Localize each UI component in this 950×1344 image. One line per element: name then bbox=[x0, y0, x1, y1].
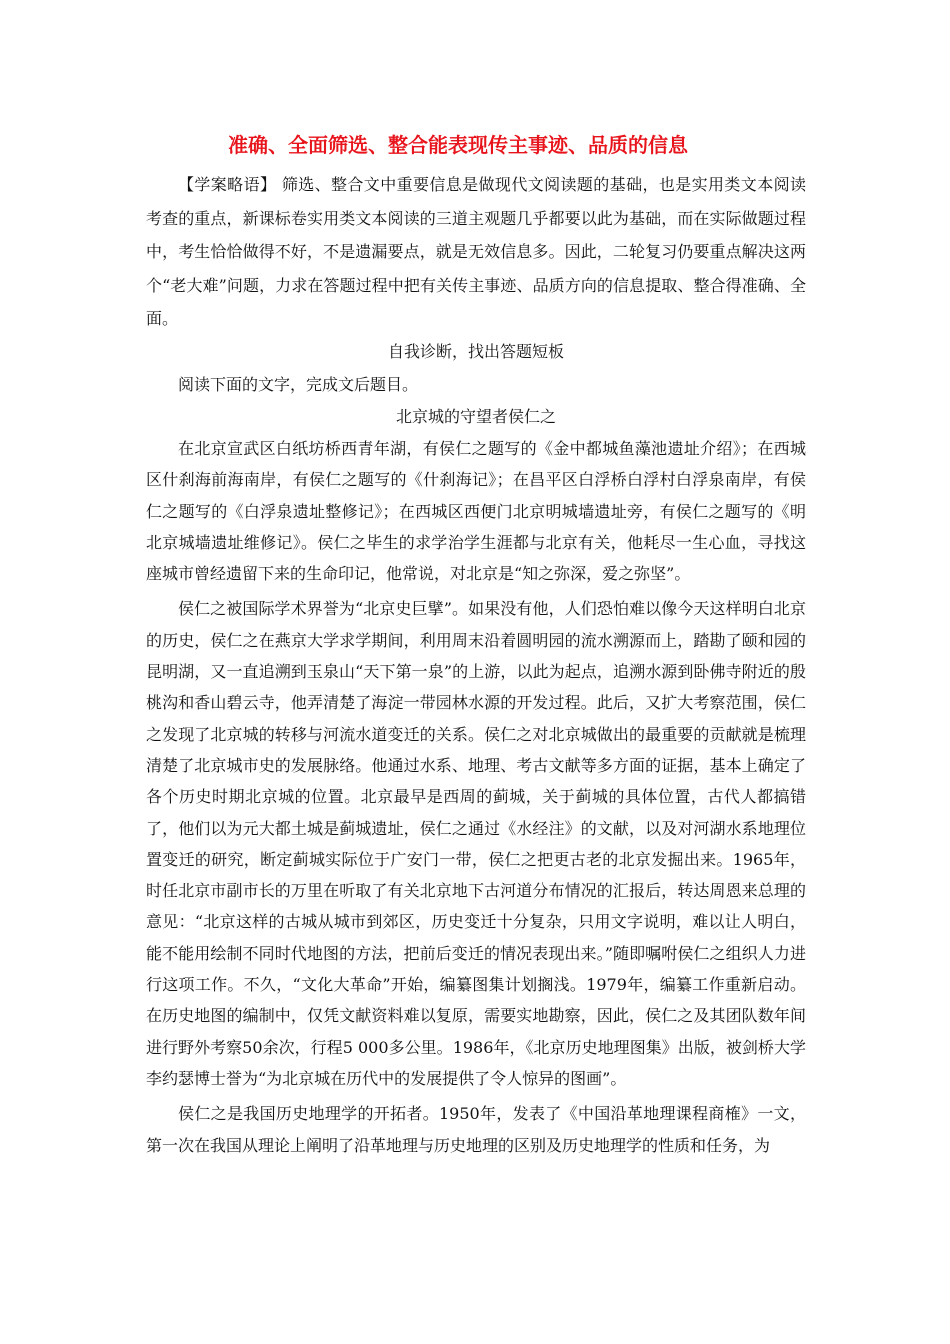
intro-label: 【学案略语】 bbox=[178, 175, 277, 194]
article-paragraph-1: 在北京宣武区白纸坊桥西青年湖，有侯仁之题写的《金中都城鱼藻池遗址介绍》；在西城区什刹海前海南岸，有侯仁之题写的《什刹海记》；在昌平区白浮桥白浮村白浮泉南岸，有侯仁之题写的《白浮泉遗址整修记》；在西城区西便门北京明城墙遗址旁，有侯仁之题写的《明北京城墙遗址维修记》。侯仁之毕生的求学治学生涯都与北京有关，他耗尽一生心血，寻找这座城市曾经遗留下来的生命印记，他常说，对北京是“知之弥深，爱之弥坚”。 bbox=[146, 439, 806, 584]
article-paragraph-3: 侯仁之是我国历史地理学的开拓者。1950年，发表了《中国沿革地理课程商榷》一文，第一次在我国从理论上阐明了沿革地理与历史地理的区别及历史地理学的性质和任务，为 bbox=[146, 1104, 806, 1155]
intro-text: 筛选、整合文中重要信息是做现代文阅读题的基础，也是实用类文本阅读考查的重点，新课标卷实用类文本阅读的三道主观题几乎都要以此为基础，而在实际做题过程中，考生恰恰做得不好，不是遗漏要点，就是无效信息多。因此，二轮复习仍要重点解决这两个“老大难”问题，力求在答题过程中把有关传主事迹、品质方向的信息提取、整合得准确、全面。 bbox=[146, 175, 806, 328]
article-title: 北京城的守望者侯仁之 bbox=[395, 407, 556, 426]
reading-instruction: 阅读下面的文字，完成文后题目。 bbox=[178, 374, 419, 394]
document-title: 准确、全面筛选、整合能表现传主事迹、品质的信息 bbox=[228, 133, 688, 157]
document-page bbox=[146, 128, 806, 1161]
article-paragraph-2: 侯仁之被国际学术界誉为“北京史巨擘”。如果没有他，人们恐怕难以像今天这样明白北京的历史，侯仁之在燕京大学求学期间，利用周末沿着圆明园的流水溯源而上，踏勘了颐和园的昆明湖，又一直追溯到玉泉山“天下第一泉”的上游，以此为起点，追溯水源到卧佛寺附近的殷桃沟和香山碧云寺，他弄清楚了海淀一带园林水源的开发过程。此后，又扩大考察范围，侯仁之发现了北京城的转移与河流水道变迁的关系。侯仁之对北京城做出的最重要的贡献就是梳理清楚了北京城市史的发展脉络。他通过水系、地理、考古文献等多方面的证据，基本上确定了各个历史时期北京城的位置。北京最早是西周的蓟城，关于蓟城的具体位置，古代人都搞错了，他们以为元大都土城是蓟城遗址，侯仁之通过《水经注》的文献，以及对河湖水系地理位置变迁的研究，断定蓟城实际位于广安门一带，侯仁之把更古老的北京发掘出来。1965年，时任北京市副市长的万里在听取了有关北京地下古河道分布情况的汇报后，转达周恩来总理的意见：“北京这样的古城从城市到郊区，历史变迁十分复杂，只用文字说明，难以让人明白，能不能用绘制不同时代地图的方法，把前后变迁的情况表现出来。”随即嘱咐侯仁之组织人力进行这项工作。不久，“文化大革命”开始，编纂图集计划搁浅。1979年，编纂工作重新启动。在历史地图的编制中，仅凭文献资料难以复原，需要实地勘察，因此，侯仁之及其团队数年间进行野外考察50余次，行程5 000多公里。1986年，《北京历史地理图集》出版，被剑桥大学李约瑟博士誉为“为北京城在历代中的发展提供了令人惊异的图画”。 bbox=[146, 599, 806, 1088]
section-heading: 自我诊断，找出答题短板 bbox=[387, 341, 564, 361]
intro-paragraph bbox=[146, 168, 806, 336]
